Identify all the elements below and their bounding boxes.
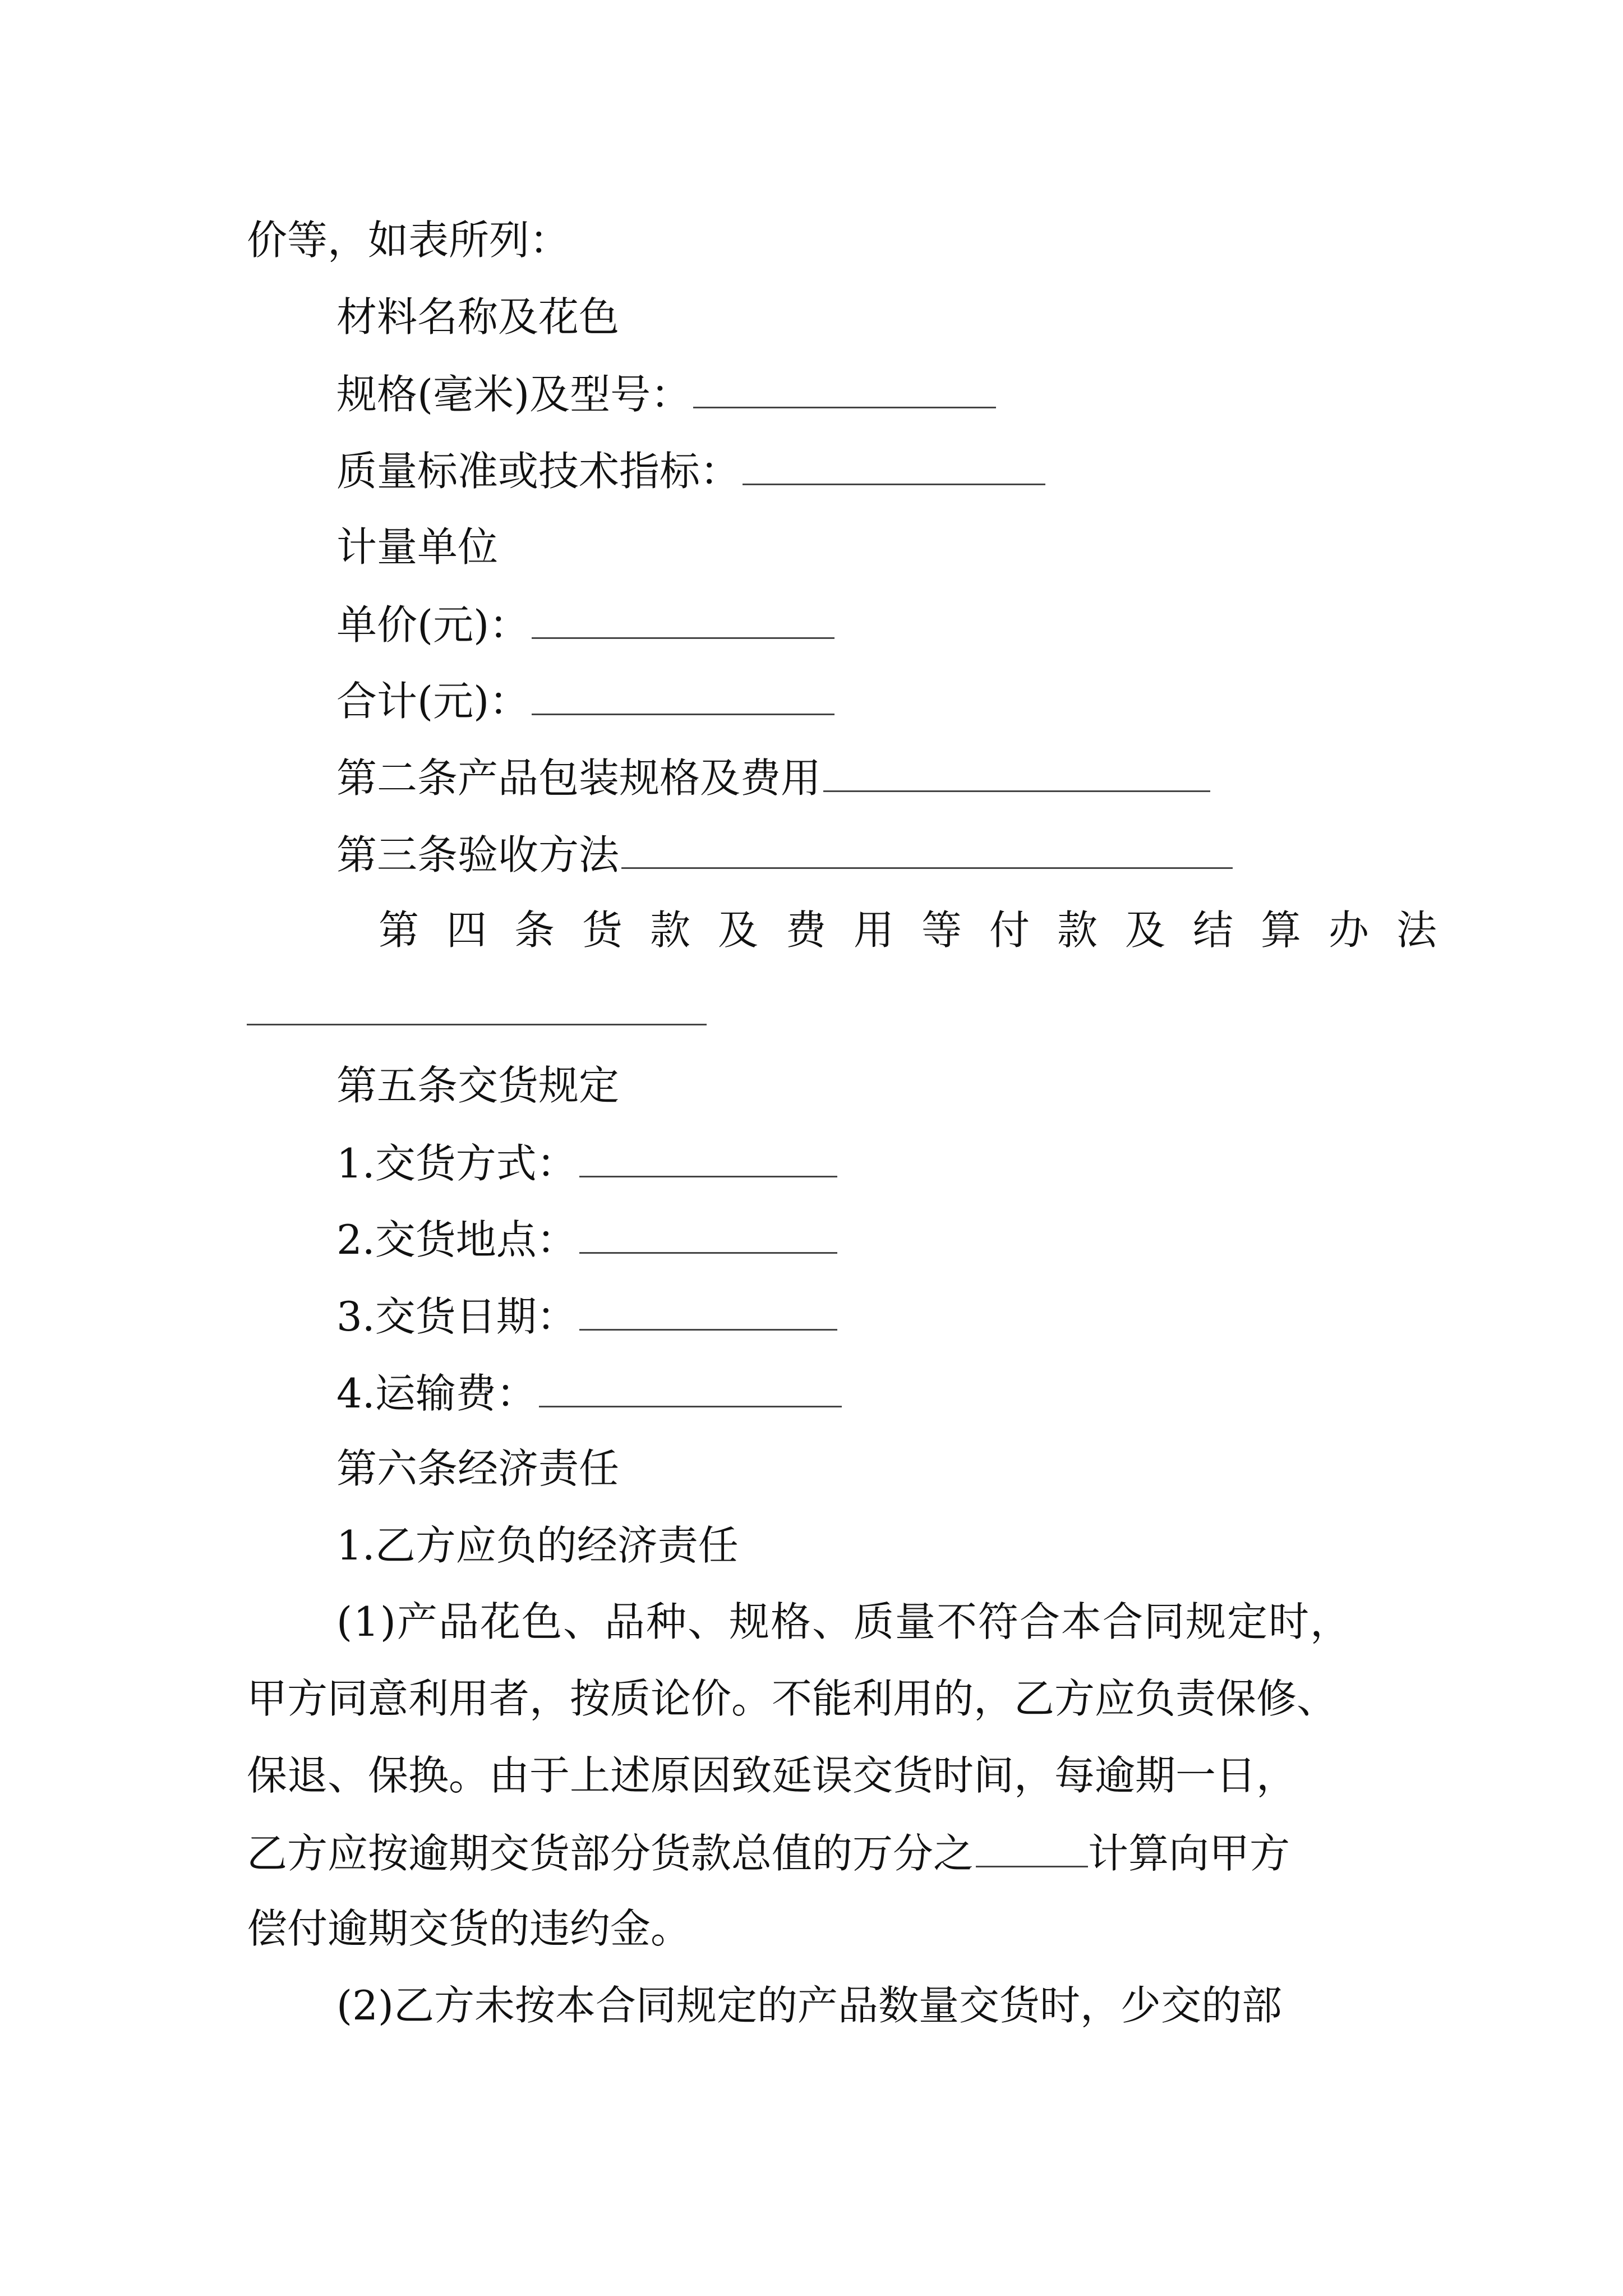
field-label: 2.交货地点： xyxy=(336,1216,577,1263)
item-spec-model xyxy=(336,366,996,421)
fill-blank[interactable] xyxy=(247,1024,707,1025)
item-transport-fee xyxy=(336,1365,842,1420)
fill-blank[interactable] xyxy=(532,673,834,715)
item-material-name xyxy=(336,290,619,344)
article-heading: 第二条产品包装规格及费用 xyxy=(336,754,822,802)
clause-heading xyxy=(336,1519,739,1572)
article-heading: 第四条货款及费用等付款及结算办法 xyxy=(379,907,1465,954)
article-heading: 第三条验收方法 xyxy=(336,831,620,878)
item-total xyxy=(336,673,834,728)
item-delivery-place xyxy=(336,1212,837,1267)
fill-blank[interactable] xyxy=(976,1825,1088,1867)
article-heading: 第五条交货规定 xyxy=(336,1062,620,1109)
paragraph-line xyxy=(247,1672,1337,1726)
item-unit xyxy=(336,520,498,574)
paragraph-text: (2)乙方未按本合同规定的产品数量交货时，少交的部 xyxy=(336,1982,1282,2029)
article-5-delivery xyxy=(336,1059,619,1112)
paragraph-text: 计算向甲方 xyxy=(1088,1830,1290,1877)
paragraph-text: 乙方应按逾期交货部分货款总值的万分之 xyxy=(247,1830,974,1877)
article-6-liability xyxy=(336,1442,619,1496)
paragraph-text: 保退、保换。由于上述原因致延误交货时间，每逾期一日， xyxy=(247,1752,1297,1799)
fill-blank[interactable] xyxy=(693,366,996,408)
field-label: 单价(元)： xyxy=(336,601,530,648)
paragraph-text: 偿付逾期交货的违约金。 xyxy=(247,1905,691,1952)
paragraph-line xyxy=(336,1595,1352,1649)
paragraph-text: (1)产品花色、品种、规格、质量不符合本合同规定时， xyxy=(336,1598,1352,1645)
clause-title: 1.乙方应负的经济责任 xyxy=(336,1522,739,1569)
field-label: 质量标准或技术指标： xyxy=(336,448,741,495)
fill-blank[interactable] xyxy=(539,1365,842,1407)
fill-blank[interactable] xyxy=(823,750,1210,792)
fill-blank[interactable] xyxy=(579,1212,837,1254)
fill-blank[interactable] xyxy=(579,1135,837,1177)
paragraph-line xyxy=(247,1902,691,1955)
item-unit-price xyxy=(336,597,834,652)
field-label: 材料名称及花色 xyxy=(336,293,620,341)
field-label: 合计(元)： xyxy=(336,678,530,725)
article-3-acceptance xyxy=(336,827,1233,882)
article-2-packaging xyxy=(336,750,1210,805)
item-delivery-date xyxy=(336,1289,837,1343)
field-label: 计量单位 xyxy=(336,523,499,570)
fill-blank[interactable] xyxy=(532,597,834,639)
article-heading: 第六条经济责任 xyxy=(336,1445,620,1492)
field-label: 3.交货日期： xyxy=(336,1293,577,1340)
field-label: 1.交货方式： xyxy=(336,1140,577,1187)
text-line xyxy=(247,213,570,267)
paragraph-text: 价等，如表所列： xyxy=(247,217,570,264)
fill-blank[interactable] xyxy=(621,827,1233,869)
fill-blank[interactable] xyxy=(743,443,1045,485)
field-label: 4.运输费： xyxy=(336,1370,537,1417)
paragraph-line xyxy=(336,1978,1282,2032)
article-4-payment xyxy=(379,903,1464,957)
item-quality-standard xyxy=(336,443,1045,498)
fill-blank[interactable] xyxy=(579,1289,837,1331)
paragraph-text: 甲方同意利用者，按质论价。不能利用的，乙方应负责保修、 xyxy=(247,1675,1338,1722)
paragraph-line xyxy=(247,1749,1297,1802)
field-label: 规格(毫米)及型号： xyxy=(336,371,691,418)
paragraph-line xyxy=(247,1825,1290,1880)
item-delivery-method xyxy=(336,1135,837,1190)
